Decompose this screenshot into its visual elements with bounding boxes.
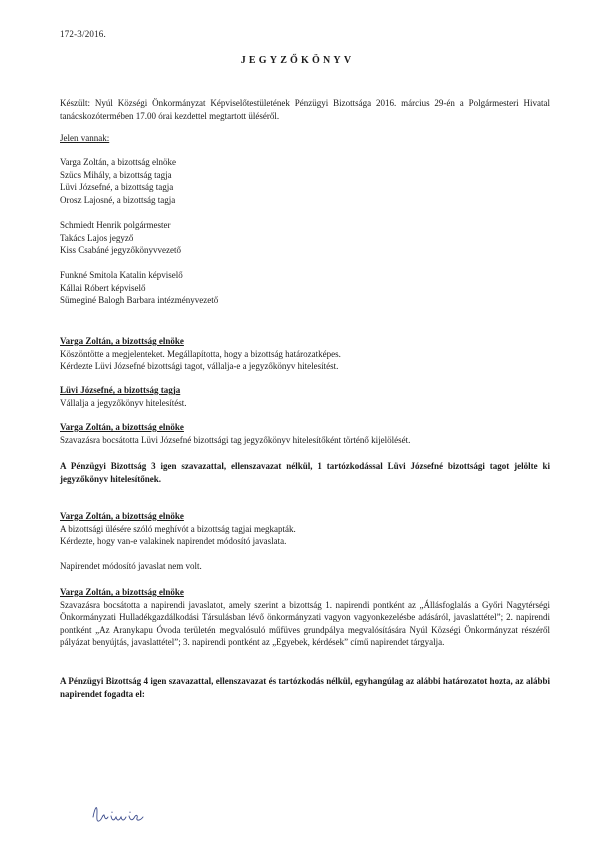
member-entry: Szücs Mihály, a bizottság tagja — [60, 169, 172, 180]
authenticator-signature — [90, 803, 146, 827]
official-entry: Schmiedt Henrik polgármester — [60, 220, 171, 230]
present-heading: Jelen vannak: — [60, 133, 110, 143]
member-entry: Varga Zoltán, a bizottság elnöke — [60, 157, 177, 167]
guest-entry: Kállai Róbert képviselő — [60, 282, 146, 293]
member-entry: Orosz Lajosné, a bizottság tagja — [60, 194, 176, 205]
official-entry: Kiss Csabáné jegyzőkönyvvezető — [60, 245, 181, 256]
guest-entry: Funkné Smitola Katalin képviselő — [60, 270, 183, 280]
intro-paragraph: Készült: Nyúl Községi Önkormányzat Képviselőtestületének Pénzügyi Bizottsága 2016. március 29-én a Polgármesteri Hivatal tanácskozótermében 17.00 órai kezdettel megtartott üléséről. — [60, 98, 550, 121]
speech-line: Kérdezte Lüvi Józsefné bizottsági tagot, vállalja-e a jegyzőkönyv hitelesítést. — [60, 361, 339, 372]
section-agenda-vote — [60, 586, 550, 649]
section-authenticator-vote — [60, 421, 550, 446]
document-title: JEGYZŐKÖNYV — [240, 55, 355, 66]
speech-line: Köszöntötte a megjelenteket. Megállapította, hogy a bizottság határozatképes. — [60, 348, 341, 359]
decision-agenda: A Pénzügyi Bizottság 4 igen szavazattal, ellenszavazat és tartózkodás nélkül, egyhangúlag az alábbi határozatot hozta, az alábbi napirendet fogadta el: — [60, 676, 550, 699]
speaker-heading: Varga Zoltán, a bizottság elnöke — [60, 336, 184, 346]
speech-line: A bizottsági ülésére szóló meghívót a bizottság tagjai megkapták. — [60, 523, 296, 534]
section-agenda-question — [60, 510, 550, 548]
document-reference-number: 172-3/2016. — [60, 29, 106, 39]
decision-authenticator: A Pénzügyi Bizottság 3 igen szavazattal, ellenszavazat nélkül, 1 tartózkodással Lüvi Józsefné bizottsági tagot jelölte ki jegyzőkönyv hitelesítőnek. — [60, 461, 550, 484]
agenda-note: Napirendet módosító javaslat nem volt. — [60, 561, 202, 571]
speech-line: Vállalja a jegyzőkönyv hitelesítést. — [60, 397, 187, 408]
section-authenticator-reply — [60, 384, 550, 409]
guest-entry: Sümeginé Balogh Barbara intézményvezető — [60, 295, 219, 306]
member-entry: Lüvi Józsefné, a bizottság tagja — [60, 182, 174, 193]
speech-line: Szavazásra bocsátotta Lüvi Józsefné bizottsági tag jegyzőkönyv hitelesítőként történő kijelölését. — [60, 434, 411, 445]
official-entry: Takács Lajos jegyző — [60, 232, 134, 243]
committee-members-list — [60, 156, 550, 206]
speech-line: Kérdezte, hogy van-e valakinek napirendet módosító javaslata. — [60, 536, 287, 547]
speaker-heading: Varga Zoltán, a bizottság elnöke — [60, 587, 184, 597]
speaker-heading: Varga Zoltán, a bizottság elnöke — [60, 511, 184, 521]
officials-list — [60, 219, 550, 257]
guests-list — [60, 269, 550, 307]
speech-paragraph: Szavazásra bocsátotta a napirendi javaslatot, amely szerint a bizottság 1. napirendi pontként az „Állásfoglalás a Győri Nagytérségi Önkormányzati Hulladékgazdálkodási Társulásban lévő önkormányzati vagyon vagyonkezelésbe adásáról, javaslattétel”; 2. napirendi pontként „Az Aranykapu Óvoda területén megvalósuló műfüves grundpálya megvalósítására Nyúl Községi Önkormányzat részéről pályázat benyújtás, javaslattétel”; 3. napirendi pontként az „Egyebek, kérdések” című napirendet tárgyalja. — [60, 599, 550, 648]
section-opening — [60, 335, 550, 373]
speaker-heading: Lüvi Józsefné, a bizottság tagja — [60, 385, 181, 395]
speaker-heading: Varga Zoltán, a bizottság elnöke — [60, 422, 184, 432]
